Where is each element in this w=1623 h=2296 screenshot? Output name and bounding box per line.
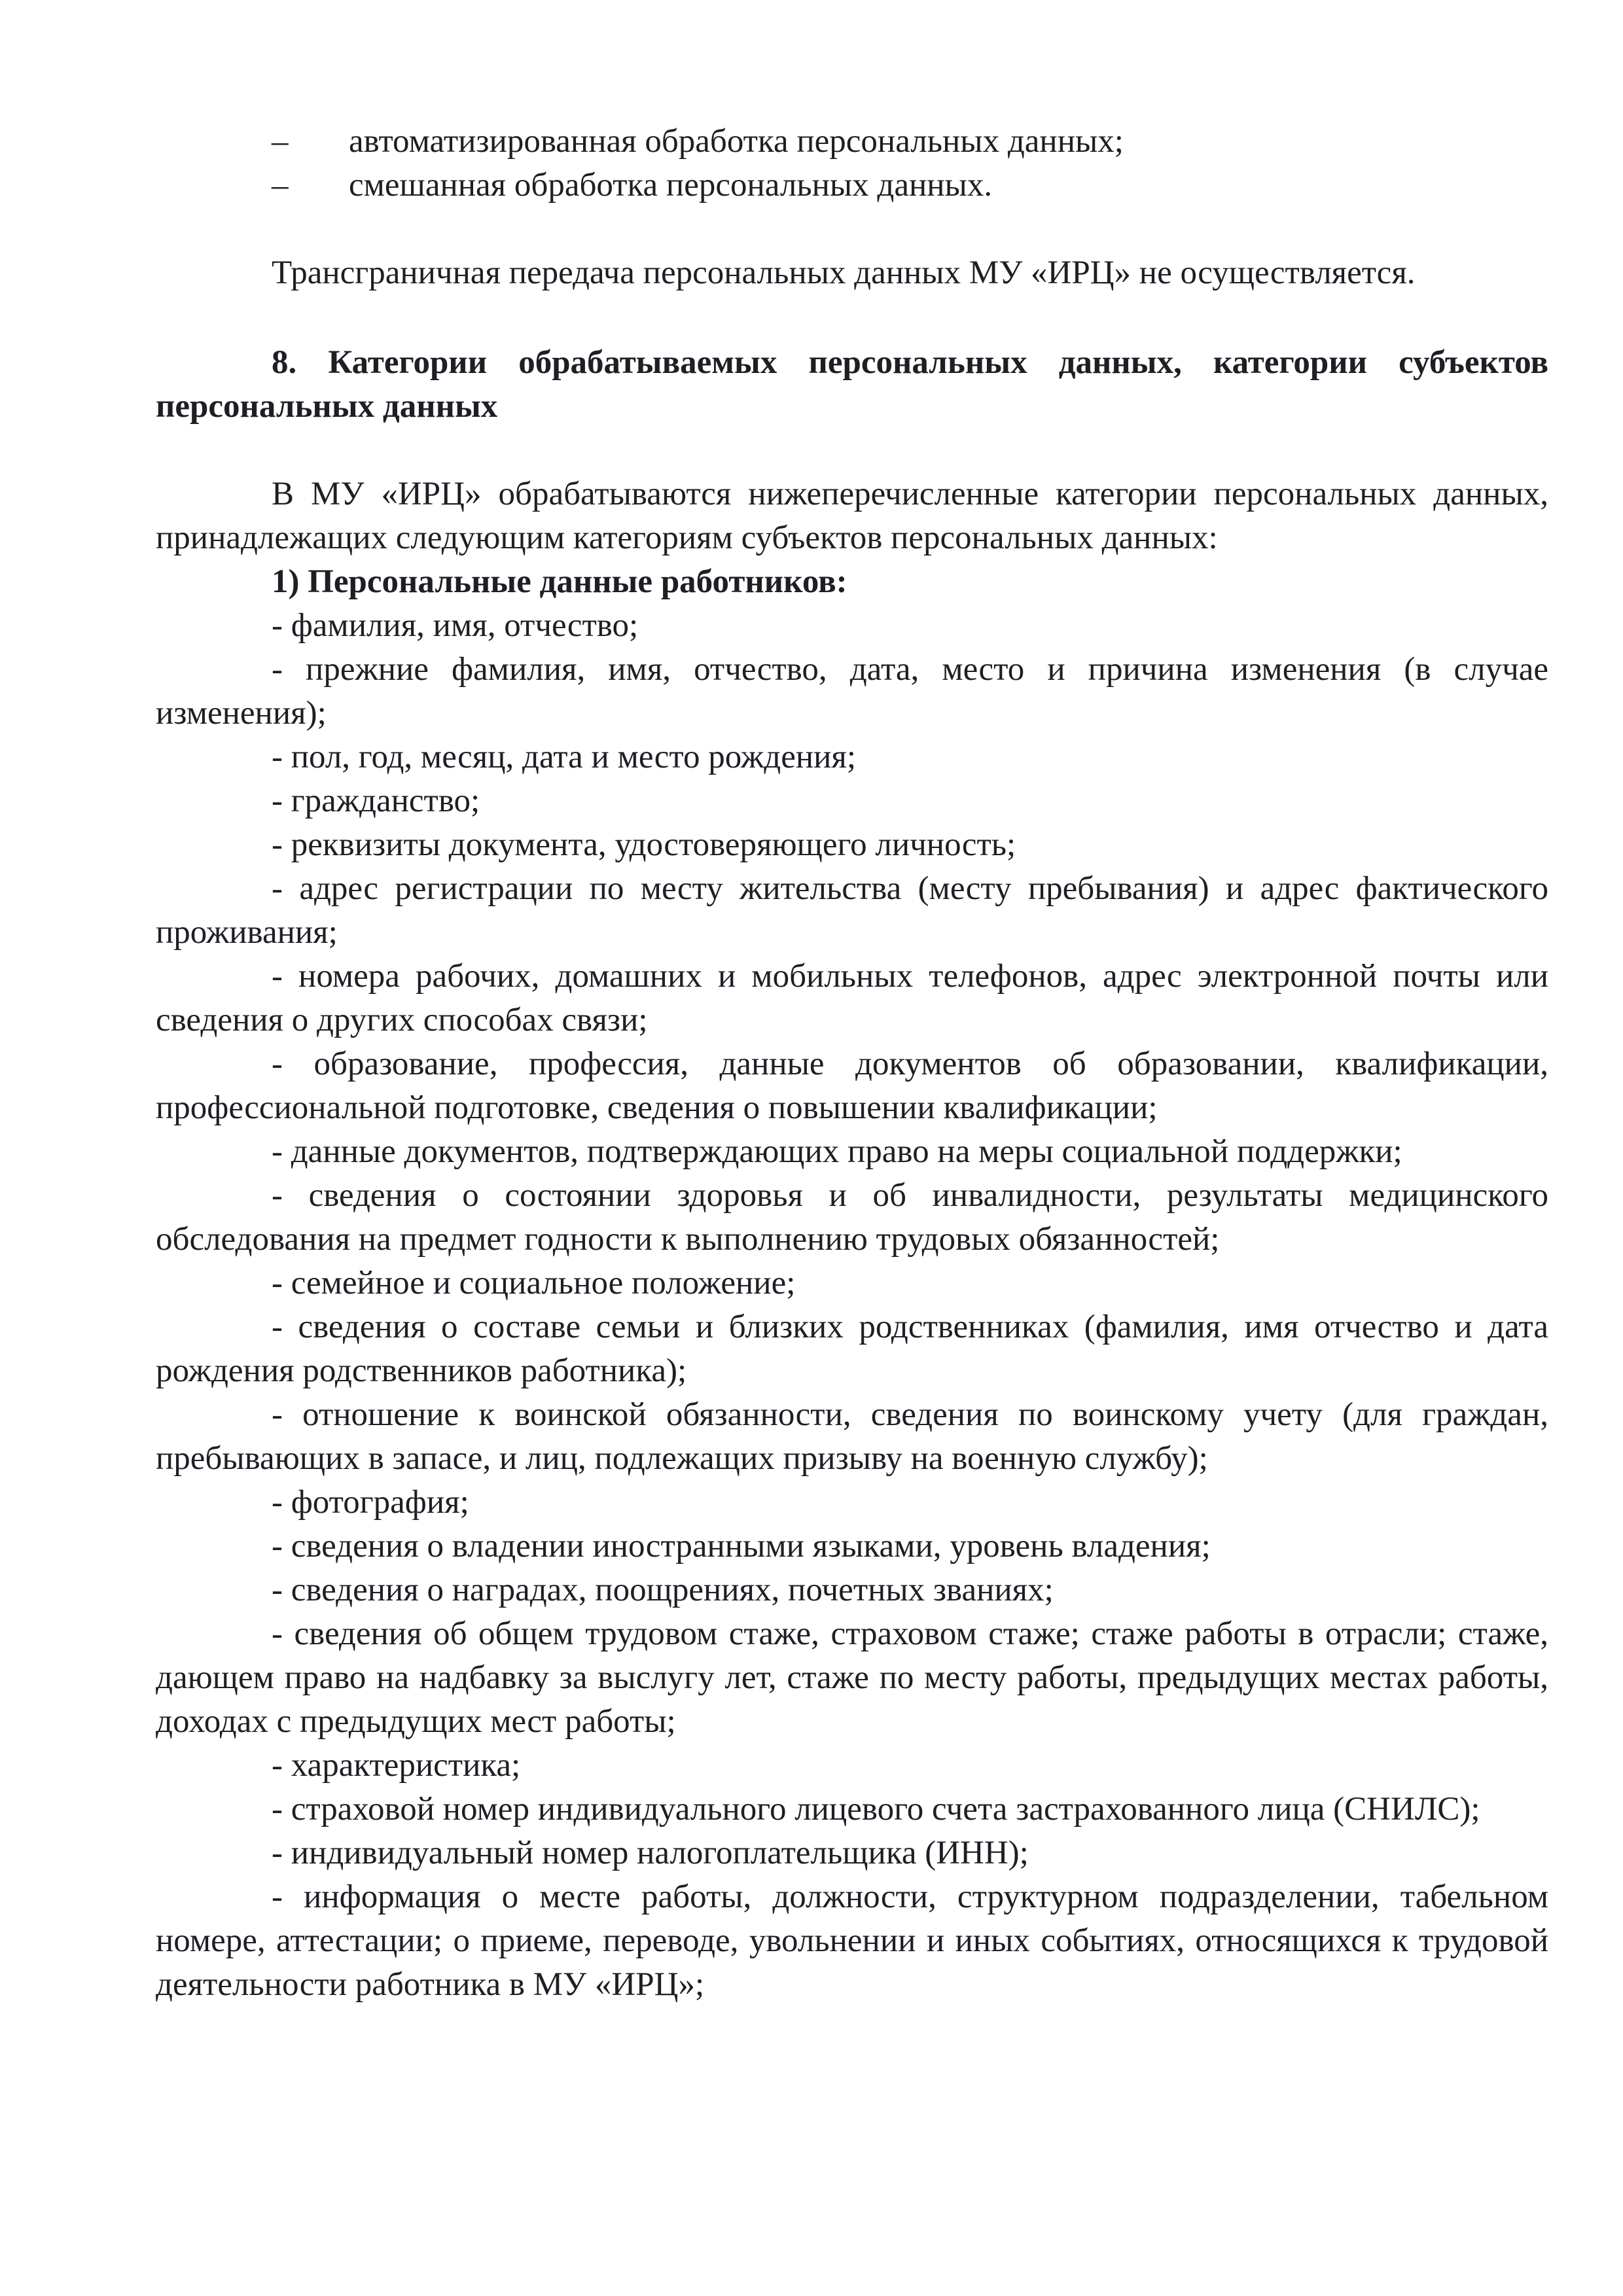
list-item: - характеристика; [272,1747,521,1784]
list-item-text: смешанная обработка персональных данных. [349,167,993,203]
list-item: - сведения о состоянии здоровья и об инвалидности, результаты медицинского обследования на предмет годности к выполнению трудовых обязанностей; [156,1177,1548,1258]
list-item: - фотография; [272,1484,469,1521]
list-item: - гражданство; [272,783,480,819]
list-item: - номера рабочих, домашних и мобильных телефонов, адрес электронной почты или сведения о других способах связи; [156,958,1548,1038]
dash-marker: – [272,123,289,160]
list-item: - фамилия, имя, отчество; [272,607,639,644]
list-item: - сведения о наградах, поощрениях, почетных званиях; [272,1572,1054,1608]
subsection-title: 1) Персональные данные работников: [272,563,847,600]
list-item: - реквизиты документа, удостоверяющего личность; [272,826,1016,863]
section-title: Категории обрабатываемых персональных данных, категории субъектов персональных данных [156,344,1549,425]
list-item: - семейное и социальное положение; [272,1265,796,1301]
list-item: - страховой номер индивидуального лицевого счета застрахованного лица (СНИЛС); [272,1791,1480,1828]
spacer [156,207,1548,251]
spacer [156,429,1548,472]
employee-data-list [156,604,1548,2007]
list-item: - пол, год, месяц, дата и место рождения; [272,739,857,775]
list-item: - индивидуальный номер налогоплательщика (ИНН); [272,1835,1029,1871]
list-item: - сведения о составе семьи и близких родственниках (фамилия, имя отчество и дата рождения родственников работника); [156,1309,1548,1389]
list-item [156,164,1548,207]
section-heading [156,341,1548,429]
list-item: - отношение к воинской обязанности, сведения по воинскому учету (для граждан, пребывающих в запасе, и лиц, подлежащих призыву на военную службу); [156,1396,1548,1477]
list-item: - сведения об общем трудовом стаже, страховом стаже; стаже работы в отрасли; стаже, дающем право на надбавку за выслугу лет, стаже по месту работы, предыдущих местах работы, доходах с предыдущих мест работы; [156,1616,1548,1740]
list-item [156,120,1548,164]
list-item: - прежние фамилия, имя, отчество, дата, место и причина изменения (в случае изменения); [156,651,1548,732]
list-item: - сведения о владении иностранными языками, уровень владения; [272,1528,1211,1564]
list-item: - образование, профессия, данные документов об образовании, квалификации, профессиональной подготовке, сведения о повышении квалификации; [156,1046,1548,1126]
document-page [156,120,1548,2007]
list-item: - адрес регистрации по месту жительства (месту пребывания) и адрес фактического проживания; [156,870,1548,951]
intro-paragraph: В МУ «ИРЦ» обрабатываются нижеперечисленные категории персональных данных, принадлежащих следующим категориям субъектов персональных данных: [156,476,1548,556]
section-number: 8. [272,344,297,381]
transborder-paragraph: Трансграничная передача персональных данных МУ «ИРЦ» не осуществляется. [272,255,1416,291]
spacer [156,295,1548,341]
dash-marker: – [272,167,289,203]
list-item: - данные документов, подтверждающих право на меры социальной поддержки; [272,1133,1402,1170]
list-item-text: автоматизированная обработка персональных данных; [349,123,1124,160]
list-item: - информация о месте работы, должности, структурном подразделении, табельном номере, аттестации; о приеме, переводе, увольнении и иных событиях, относящихся к трудовой деятельности работника в МУ «ИРЦ»; [156,1879,1548,2003]
